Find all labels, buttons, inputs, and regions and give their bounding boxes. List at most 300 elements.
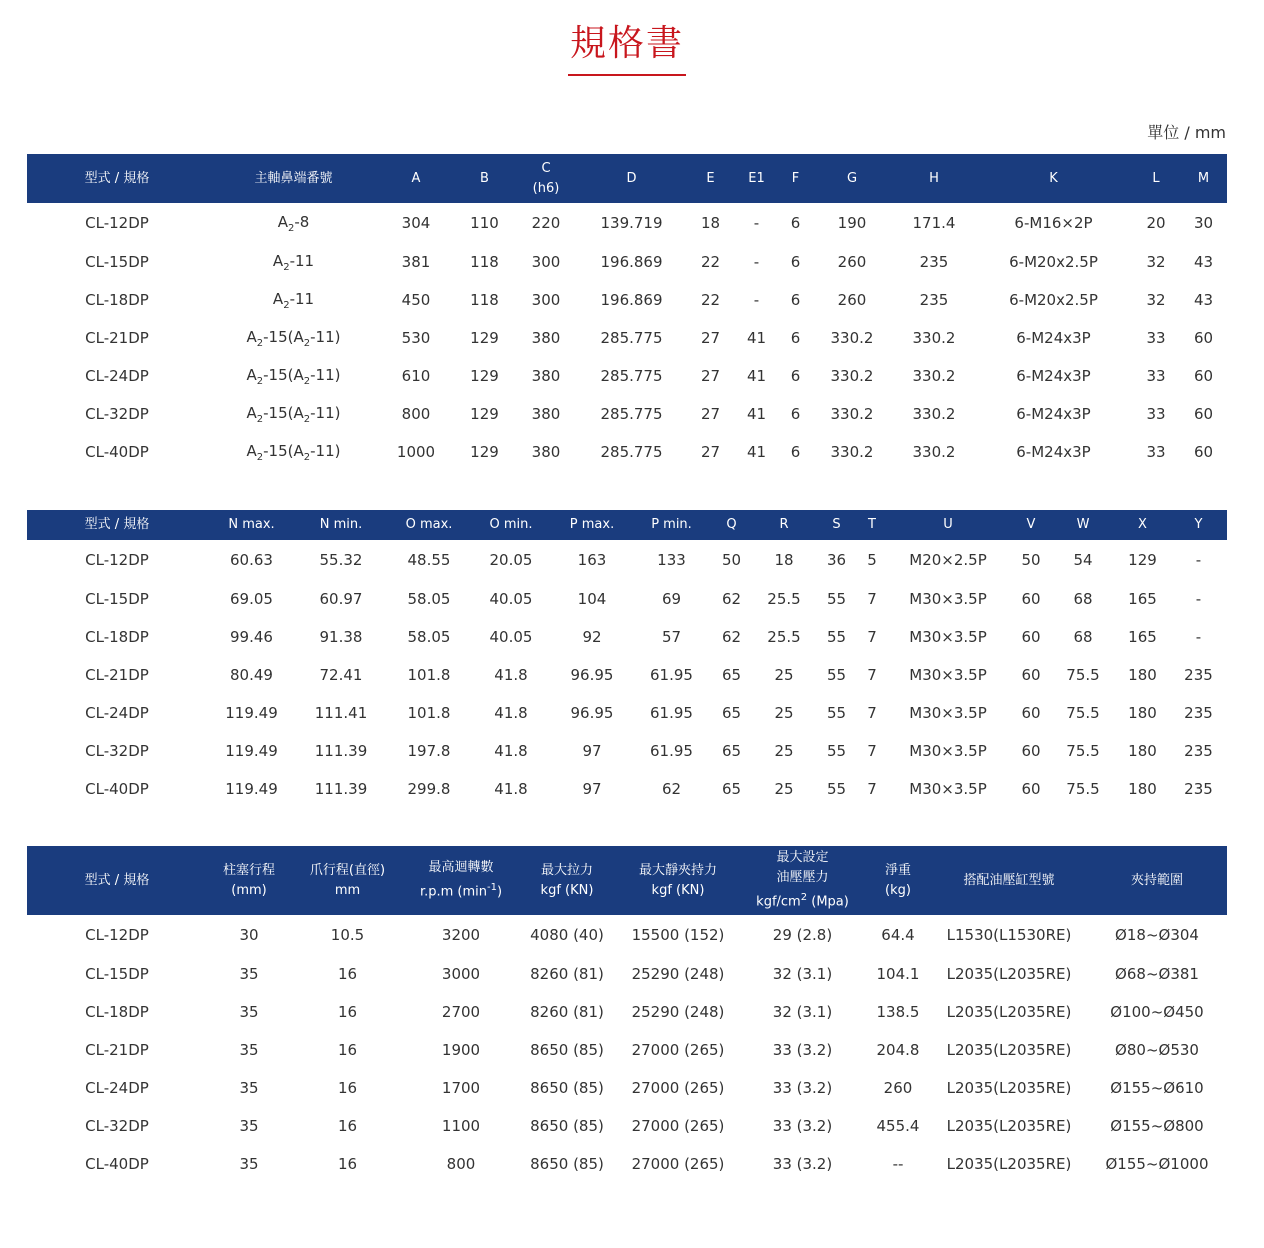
cell-spindle: $A_2-15(A_2-11)$ [246,403,341,425]
cell-U: M20×2.5P [909,551,987,569]
cell-Omax: 197.8 [407,742,451,760]
cell-V: 50 [1021,551,1041,569]
header-E: E [706,170,715,186]
table-row [27,243,1227,281]
cell-M: 60 [1193,329,1214,347]
cell-T: 7 [867,628,877,646]
cell-Omax: 101.8 [407,666,451,684]
cell-L: 33 [1146,367,1166,385]
cell-R: 25.5 [767,628,801,646]
cell-Nmax: 60.63 [230,551,273,569]
cell-Q: 62 [721,628,742,646]
cell-X: 180 [1128,780,1157,798]
cell-E1: - [753,291,760,309]
cell-A: 450 [401,291,431,309]
cell-Q: 50 [721,551,742,569]
header-F: F [791,170,800,186]
unit-label: 單位 / mm [1147,123,1226,142]
table-row [27,580,1227,618]
cell-M: 43 [1193,253,1214,271]
header-L: L [1152,170,1160,186]
cell-E: 27 [700,443,721,461]
cell-A: 1000 [396,443,436,461]
cell-rpm: 1700 [441,1079,481,1097]
header-Pmin: P min. [651,517,692,532]
cell-grip: 27000 (265) [631,1117,725,1135]
cell-F: 6 [790,405,801,423]
cell-jaw: 16 [337,1079,358,1097]
cell-Pmin: 61.95 [650,704,693,722]
cell-C: 380 [531,405,561,423]
header-Omin: O min. [489,517,533,532]
cell-cyl: L2035(L2035RE) [946,1041,1072,1059]
header-C-label: C [541,160,551,176]
cell-T: 7 [867,666,877,684]
cell-model: CL-15DP [85,590,149,608]
cell-U: M30×3.5P [909,742,987,760]
cell-Q: 65 [721,666,742,684]
cell-Pmin: 57 [661,628,682,646]
cell-rpm: 1900 [441,1041,481,1059]
header-R: R [779,517,789,532]
cell-K: 6-M24x3P [1016,443,1091,461]
header-C-sub: (h6) [532,180,560,196]
cell-stroke: 35 [239,1003,259,1021]
cell-S: 36 [826,551,847,569]
header-Nmin: N min. [319,517,363,532]
cell-Omin: 40.05 [489,590,533,608]
cell-Pmax: 97 [582,742,602,760]
cell-V: 60 [1021,628,1041,646]
cell-model: CL-18DP [85,628,149,646]
cell-stroke: 35 [239,1117,259,1135]
cell-F: 6 [790,291,801,309]
cell-Omin: 41.8 [494,704,528,722]
cell-K: 6-M16×2P [1014,214,1093,232]
cell-U: M30×3.5P [909,780,987,798]
cell-B: 129 [470,443,499,461]
cell-model: CL-21DP [85,1041,149,1059]
cell-W: 75.5 [1066,780,1100,798]
header-model: 型式 / 規格 [84,872,150,888]
cell-rpm: 2700 [441,1003,481,1021]
cell-stroke: 35 [239,965,259,983]
cell-pull: 8650 (85) [530,1041,604,1059]
cell-H: 330.2 [912,329,956,347]
cell-H: 330.2 [912,405,956,423]
cell-C: 300 [531,291,561,309]
cell-model: CL-24DP [85,704,149,722]
cell-Nmax: 99.46 [230,628,273,646]
cell-model: CL-15DP [85,965,149,983]
cell-S: 55 [826,704,847,722]
cell-A: 530 [401,329,431,347]
cell-G: 260 [837,291,867,309]
cell-pull: 4080 (40) [530,926,604,944]
cell-B: 129 [470,405,499,423]
cell-T: 5 [867,551,877,569]
cell-Nmin: 111.39 [314,742,368,760]
cell-spindle: $A_2-8$ [277,212,310,234]
page-title-text: 規格書 [568,22,686,76]
cell-range: Ø100~Ø450 [1110,1003,1204,1021]
table-row [27,203,1227,243]
table-row [27,915,1227,955]
cell-D: 139.719 [600,214,663,232]
cell-stroke: 35 [239,1079,259,1097]
cell-range: Ø18~Ø304 [1115,926,1199,944]
cell-D: 285.775 [600,329,663,347]
cell-Y: - [1195,551,1202,569]
header-U: U [943,517,953,532]
cell-B: 118 [470,253,499,271]
cell-X: 180 [1128,666,1157,684]
header-Nmax: N max. [228,517,275,532]
cell-C: 300 [531,253,561,271]
cell-model: CL-32DP [85,742,149,760]
cell-S: 55 [826,628,847,646]
header-press-line1: 最大設定 [776,850,829,866]
cell-L: 32 [1146,291,1166,309]
cell-jaw: 10.5 [330,926,365,944]
cell-W: 68 [1073,590,1093,608]
cell-W: 75.5 [1066,742,1100,760]
cell-E1: - [753,253,760,271]
page-title [0,22,1254,76]
header-press-unit2: (Mpa) [807,894,849,910]
cell-model: CL-32DP [85,405,149,423]
header-max-pull [518,846,616,915]
cell-press: 32 (3.1) [772,1003,833,1021]
cell-A: 610 [401,367,431,385]
cell-M: 30 [1193,214,1214,232]
header-weight [865,846,931,915]
cell-Nmin: 55.32 [319,551,363,569]
cell-S: 55 [826,590,847,608]
cell-Nmin: 111.41 [314,704,368,722]
cell-Omin: 40.05 [489,628,533,646]
cell-model: CL-12DP [85,551,149,569]
cell-weight: 104.1 [876,965,920,983]
cell-E1: - [753,214,760,232]
cell-A: 800 [401,405,431,423]
cell-E1: 41 [746,443,767,461]
cell-jaw: 16 [337,965,358,983]
table-row [27,1107,1227,1145]
header-rpm-line2: r.p.m (min [419,884,487,900]
header-grip-line2: kgf (KN) [651,882,705,898]
table-row [27,993,1227,1031]
cell-grip: 25290 (248) [631,965,725,983]
table-row [27,319,1227,357]
cell-D: 285.775 [600,367,663,385]
spec-table-jaw-dimensions [27,510,1227,808]
cell-grip: 27000 (265) [631,1041,725,1059]
cell-model: CL-24DP [85,1079,149,1097]
header-model: 型式 / 規格 [84,170,150,186]
cell-Omin: 20.05 [489,551,533,569]
cell-Omax: 58.05 [407,590,451,608]
cell-E: 18 [700,214,721,232]
cell-Y: - [1195,628,1202,646]
header-weight-line1: 淨重 [884,862,911,878]
cell-rpm: 1100 [441,1117,481,1135]
cell-F: 6 [790,329,801,347]
cell-weight: 204.8 [876,1041,920,1059]
cell-G: 260 [837,253,867,271]
cell-grip: 25290 (248) [631,1003,725,1021]
table-header-row [27,154,1227,203]
cell-H: 330.2 [912,367,956,385]
header-B: B [480,170,489,186]
header-D: D [626,170,637,186]
cell-spindle: $A_2-11$ [272,289,315,311]
cell-M: 60 [1193,443,1214,461]
header-Omax: O max. [405,517,453,532]
cell-stroke: 35 [239,1155,259,1173]
header-Q: Q [726,517,737,532]
cell-press: 33 (3.2) [772,1117,833,1135]
cell-Nmax: 69.05 [230,590,273,608]
table-header-row [27,510,1227,540]
cell-A: 381 [401,253,431,271]
cell-L: 33 [1146,405,1166,423]
cell-W: 75.5 [1066,704,1100,722]
cell-press: 32 (3.1) [772,965,833,983]
cell-stroke: 30 [239,926,259,944]
cell-E: 27 [700,367,721,385]
cell-pull: 8260 (81) [530,965,604,983]
cell-Nmax: 80.49 [230,666,273,684]
cell-model: CL-15DP [85,253,149,271]
cell-weight: 138.5 [876,1003,920,1021]
cell-V: 60 [1021,590,1041,608]
table-row [27,618,1227,656]
cell-C: 380 [531,443,561,461]
cell-W: 75.5 [1066,666,1100,684]
cell-Q: 62 [721,590,742,608]
cell-grip: 27000 (265) [631,1155,725,1173]
header-A: A [411,170,421,186]
cell-press: 33 (3.2) [772,1041,833,1059]
cell-rpm: 3000 [441,965,481,983]
cell-pull: 8650 (85) [530,1117,604,1135]
cell-R: 25 [774,666,794,684]
table-row [27,732,1227,770]
cell-M: 60 [1193,367,1214,385]
cell-C: 220 [531,214,561,232]
header-jaw-line2: mm [334,882,361,898]
cell-S: 55 [826,666,847,684]
table-row [27,281,1227,319]
header-pull-line1: 最大拉力 [540,862,593,878]
cell-Q: 65 [721,704,742,722]
cell-E: 27 [700,329,721,347]
cell-U: M30×3.5P [909,666,987,684]
header-W: W [1076,517,1090,532]
cell-Q: 65 [721,742,742,760]
cell-spindle: $A_2-15(A_2-11)$ [246,327,341,349]
table-row [27,1145,1227,1183]
cell-H: 330.2 [912,443,956,461]
header-S: S [832,517,841,532]
header-spindle: 主軸鼻端番號 [254,170,333,186]
header-range: 夾持範圍 [1130,872,1183,888]
cell-L: 32 [1146,253,1166,271]
cell-jaw: 16 [337,1155,358,1173]
cell-Y: 235 [1184,666,1213,684]
table-row [27,770,1227,808]
cell-Pmin: 61.95 [650,742,693,760]
cell-C: 380 [531,329,561,347]
cell-E: 22 [700,253,721,271]
cell-R: 25 [774,780,794,798]
header-press-unit: kgf/cm [756,894,801,910]
cell-E1: 41 [746,367,767,385]
cell-spindle: $A_2-11$ [272,251,315,273]
cell-spindle: $A_2-15(A_2-11)$ [246,441,341,463]
cell-Nmax: 119.49 [225,704,278,722]
cell-Nmax: 119.49 [225,780,278,798]
cell-Pmin: 61.95 [650,666,693,684]
table-header-row [27,846,1227,915]
cell-range: Ø155~Ø610 [1110,1079,1204,1097]
cell-model: CL-18DP [85,291,149,309]
cell-pull: 8650 (85) [530,1079,604,1097]
cell-Omin: 41.8 [494,666,528,684]
cell-Nmin: 72.41 [319,666,363,684]
cell-R: 25.5 [767,590,801,608]
cell-H: 235 [919,253,949,271]
cell-pull: 8260 (81) [530,1003,604,1021]
cell-G: 330.2 [830,329,874,347]
cell-Nmin: 111.39 [314,780,368,798]
cell-U: M30×3.5P [909,628,987,646]
cell-D: 196.869 [600,253,663,271]
header-C [517,154,575,203]
header-weight-line2: (kg) [885,882,911,898]
cell-model: CL-18DP [85,1003,149,1021]
cell-A: 304 [401,214,431,232]
cell-T: 7 [867,704,877,722]
cell-H: 171.4 [912,214,956,232]
cell-model: CL-40DP [85,443,149,461]
cell-X: 180 [1128,742,1157,760]
cell-model: CL-12DP [85,926,149,944]
cell-model: CL-40DP [85,1155,149,1173]
cell-B: 110 [470,214,499,232]
cell-Q: 65 [721,780,742,798]
header-jaw-line1: 爪行程(直徑) [309,862,386,878]
cell-W: 68 [1073,628,1093,646]
cell-model: CL-24DP [85,367,149,385]
cell-Nmax: 119.49 [225,742,278,760]
cell-cyl: L2035(L2035RE) [946,1003,1072,1021]
cell-T: 7 [867,590,877,608]
header-E1: E1 [748,170,765,186]
header-Y: Y [1194,517,1203,532]
cell-Y: 235 [1184,742,1213,760]
cell-X: 165 [1128,628,1157,646]
header-model: 型式 / 規格 [84,517,150,532]
cell-Nmin: 91.38 [319,628,363,646]
header-pull-line2: kgf (KN) [540,882,594,898]
cell-T: 7 [867,742,877,760]
cell-range: Ø68~Ø381 [1115,965,1199,983]
cell-Pmax: 96.95 [570,666,614,684]
cell-Omax: 48.55 [407,551,451,569]
cell-stroke: 35 [239,1041,259,1059]
cell-cyl: L2035(L2035RE) [946,1155,1072,1173]
cell-Pmin: 62 [661,780,682,798]
cell-Pmin: 69 [661,590,682,608]
cell-spindle: $A_2-15(A_2-11)$ [246,365,341,387]
cell-B: 129 [470,329,499,347]
cell-grip: 15500 (152) [631,926,725,944]
cell-press: 29 (2.8) [772,926,833,944]
cell-S: 55 [826,742,847,760]
cell-L: 33 [1146,443,1166,461]
cell-L: 33 [1146,329,1166,347]
cell-F: 6 [790,443,801,461]
cell-range: Ø155~Ø1000 [1105,1155,1209,1173]
cell-Pmax: 97 [582,780,602,798]
header-max-grip [616,846,740,915]
cell-weight: -- [892,1155,904,1173]
table-row [27,540,1227,580]
cell-Y: 235 [1184,780,1213,798]
cell-F: 6 [790,214,801,232]
table-row [27,395,1227,433]
cell-K: 6-M20x2.5P [1009,253,1098,271]
cell-Y: 235 [1184,704,1213,722]
cell-U: M30×3.5P [909,590,987,608]
cell-cyl: L1530(L1530RE) [946,926,1072,944]
cell-Pmax: 96.95 [570,704,614,722]
cell-rpm: 3200 [441,926,481,944]
cell-E1: 41 [746,329,767,347]
table-row [27,694,1227,732]
table-row [27,357,1227,395]
cell-F: 6 [790,253,801,271]
cell-press: 33 (3.2) [772,1079,833,1097]
cell-model: CL-40DP [85,780,149,798]
cell-V: 60 [1021,666,1041,684]
cell-E: 27 [700,405,721,423]
cell-Omax: 101.8 [407,704,451,722]
cell-K: 6-M24x3P [1016,367,1091,385]
cell-E1: 41 [746,405,767,423]
cell-jaw: 16 [337,1117,358,1135]
cell-range: Ø80~Ø530 [1115,1041,1199,1059]
cell-Y: - [1195,590,1202,608]
cell-weight: 260 [883,1079,913,1097]
header-T: T [868,517,876,532]
cell-K: 6-M24x3P [1016,405,1091,423]
cell-grip: 27000 (265) [631,1079,725,1097]
cell-Pmax: 104 [577,590,607,608]
header-V: V [1026,517,1036,532]
header-max-pressure: 最大設定 油壓壓力 kgf/$cm^2$ (Mpa) [756,850,849,910]
cell-L: 20 [1146,214,1166,232]
cell-Pmax: 92 [582,628,602,646]
cell-rpm: 800 [446,1155,476,1173]
header-rpm-line1: 最高迴轉數 [428,860,494,876]
header-X: X [1138,517,1147,532]
header-jaw-stroke [291,846,404,915]
cell-S: 55 [826,780,847,798]
cell-model: CL-32DP [85,1117,149,1135]
